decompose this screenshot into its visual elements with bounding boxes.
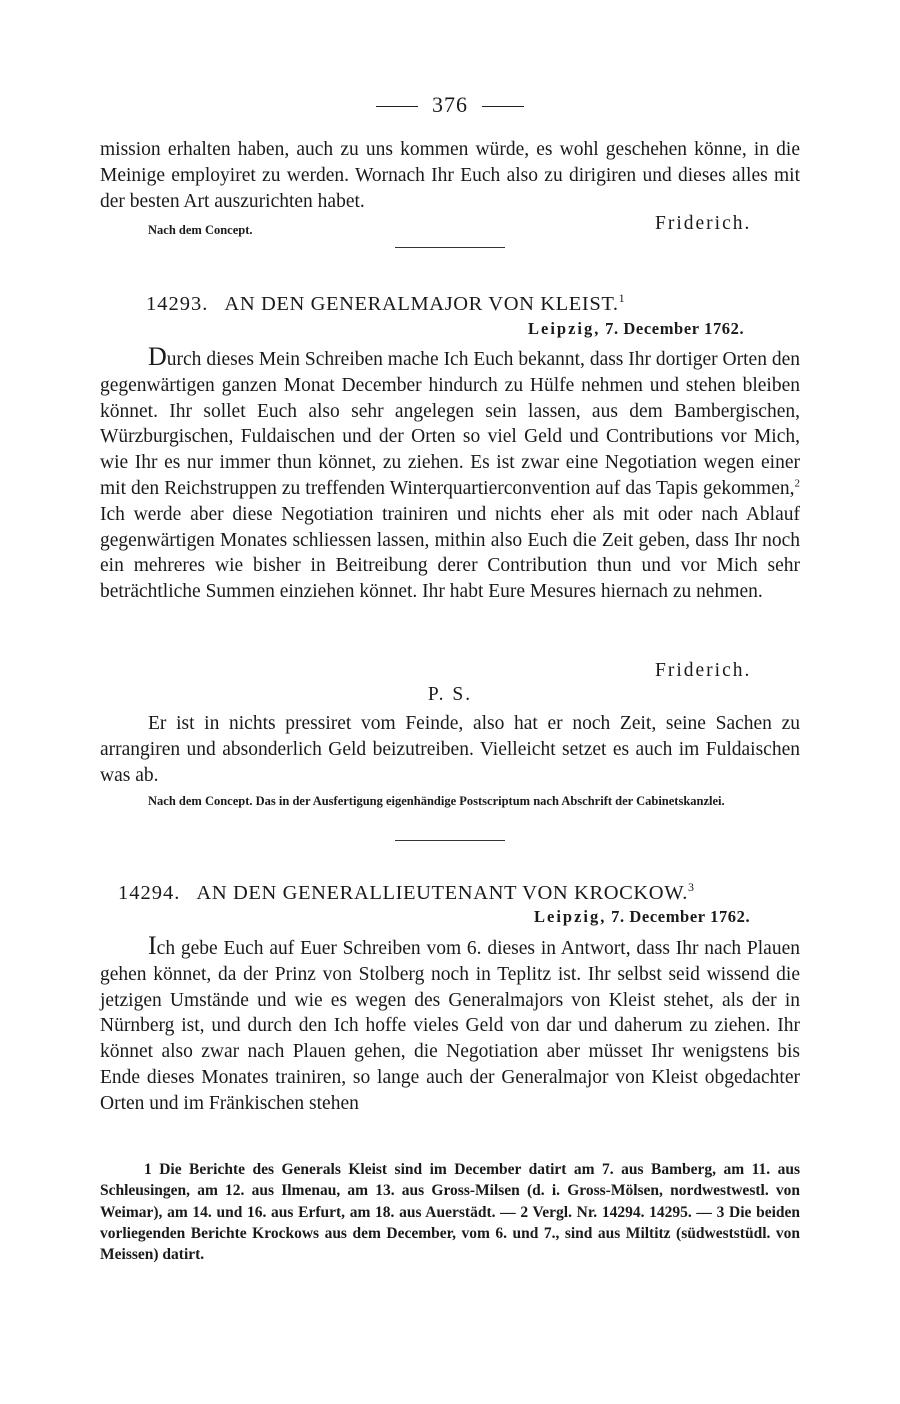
page-number: 376 [432, 92, 468, 117]
body-text: ch gebe Euch auf Euer Schreiben vom 6. dieses in Antwort, dass Ihr nach Plauen gehen könnet, da der Prinz von Stolberg noch in Teplitz ist. Ihr selbst seid wissend die jetzigen Umstände und wie es wegen des Generalmajors von Kleist stehet, als der in Nürnberg ist, und durch den Ich hoffe vieles Geld von dar und daherum zu ziehen. Ihr könnet also zwar nach Plauen gehen, die Negotiation aber müsset Ihr wenigstens bis Ende dieses Monates trainiren, so lange auch der Generalmajor von Kleist obgedachter Orten und im Fränkischen stehen [100, 938, 800, 1114]
letter-14293-heading [146, 291, 625, 316]
footnote-marker: 1 [144, 1161, 152, 1178]
dropcap: I [148, 931, 157, 960]
letter-14294-heading [118, 880, 695, 905]
letter-14294-dateline [534, 907, 750, 927]
header-dash-right [482, 106, 524, 107]
footnote-reference: 1 [618, 291, 626, 305]
letter-title: AN DEN GENERALMAJOR VON KLEIST. [224, 292, 619, 315]
postscript-paragraph [100, 711, 800, 788]
dropcap: D [148, 342, 167, 371]
dateline-place: Leipzig, [528, 319, 601, 338]
letter-title: AN DEN GENERALLIEUTENANT VON KROCKOW. [196, 881, 688, 904]
letter-14294-body [100, 933, 800, 1117]
dateline-date: 7. December 1762. [605, 319, 745, 338]
letter-14293-body [100, 344, 800, 605]
postscript-text: Er ist in nichts pressiret vom Feinde, also hat er noch Zeit, seine Sachen zu arrangiren und absonderlich Geld beizutreiben. Vielleicht setzet es auch im Fuldaischen was ab. [100, 713, 800, 786]
footnote-text: Die beiden vorliegenden Berichte Krockows aus dem December, vom 6. und 7., sind aus Miltitz (südweststüdl. von Meissen) datirt. [100, 1203, 800, 1264]
footnote-block [100, 1159, 800, 1265]
letter-number: 14293. [146, 292, 209, 315]
footnote-text: Vergl. Nr. 14294. 14295. — [528, 1203, 717, 1221]
dateline-date: 7. December 1762. [611, 907, 751, 926]
letter-14293-dateline [528, 319, 744, 339]
page-header [0, 92, 900, 118]
footnote-reference: 3 [688, 880, 695, 894]
footnotes [100, 1159, 800, 1265]
footnote-marker: 2 [520, 1203, 529, 1221]
continuation-paragraph [100, 137, 800, 214]
postscript-heading: P. S. [427, 684, 473, 705]
section-divider [395, 840, 505, 841]
continuation-source-note: Nach dem Concept. [148, 223, 253, 237]
continuation-text: mission erhalten haben, auch zu uns kommen würde, es wohl geschehen könne, in die Meinige employiret zu werden. Wornach Ihr Euch also zu dirigiren und dieses alles mit der besten Art auszurichten habet. [100, 139, 800, 212]
letter-14293-paragraph [100, 344, 800, 605]
footnote-marker: 3 [716, 1203, 725, 1221]
section-divider [395, 247, 505, 248]
body-text-part-2: Ich werde aber diese Negotiation trainiren und nichts eher als mit oder nach Ablauf gegenwärtigen Monates schliessen lassen, mithin also Euch die Zeit geben, dass Ihr noch ein mehreres wie bisher in Beitreibung derer Contribution thun und vor Mich sehr beträchtliche Summen einziehen könnet. Ihr habt Eure Mesures hiernach zu nehmen. [100, 503, 800, 603]
letter-14293-source-note: Nach dem Concept. Das in der Ausfertigung eigenhändige Postscriptum nach Abschrift der Cabinetskanzlei. [148, 794, 725, 808]
dateline-place: Leipzig, [534, 907, 607, 926]
letter-14294-paragraph [100, 933, 800, 1117]
footnote-reference: 2 [794, 477, 800, 490]
body-text-part-1: urch dieses Mein Schreiben mache Ich Euch bekannt, dass Ihr dortiger Orten den gegenwärtigen ganzen Monat December hindurch zu Hülfe nehmen und stehen bleiben könnet. Ihr sollet Euch also sehr angelegen sein lassen, aus dem Bambergischen, Würzburgischen, Fuldaischen und der Orten so viel Geld und Contributions vor Mich, wie Ihr es nur immer thun könnet, zu ziehen. Es ist zwar eine Negotiation wegen einer mit den Reichstruppen zu treffenden Winterquartierconvention auf das Tapis gekommen, [100, 349, 800, 499]
letter-number: 14294. [118, 881, 181, 904]
continuation-signature: Friderich. [655, 213, 752, 234]
header-dash-left [376, 106, 418, 107]
footnote-text: Die Berichte des Generals Kleist sind im December datirt am 7. aus Bamberg, am 11. aus Schleusingen, am 12. aus Ilmenau, am 13. aus Gross-Milsen (d. i. Gross-Mölsen, nordwestwestl. von Weimar), am 14. und 16. aus Erfurt, am 18. aus Auerstädt. — [100, 1161, 800, 1221]
letter-14293-signature: Friderich. [655, 660, 752, 681]
